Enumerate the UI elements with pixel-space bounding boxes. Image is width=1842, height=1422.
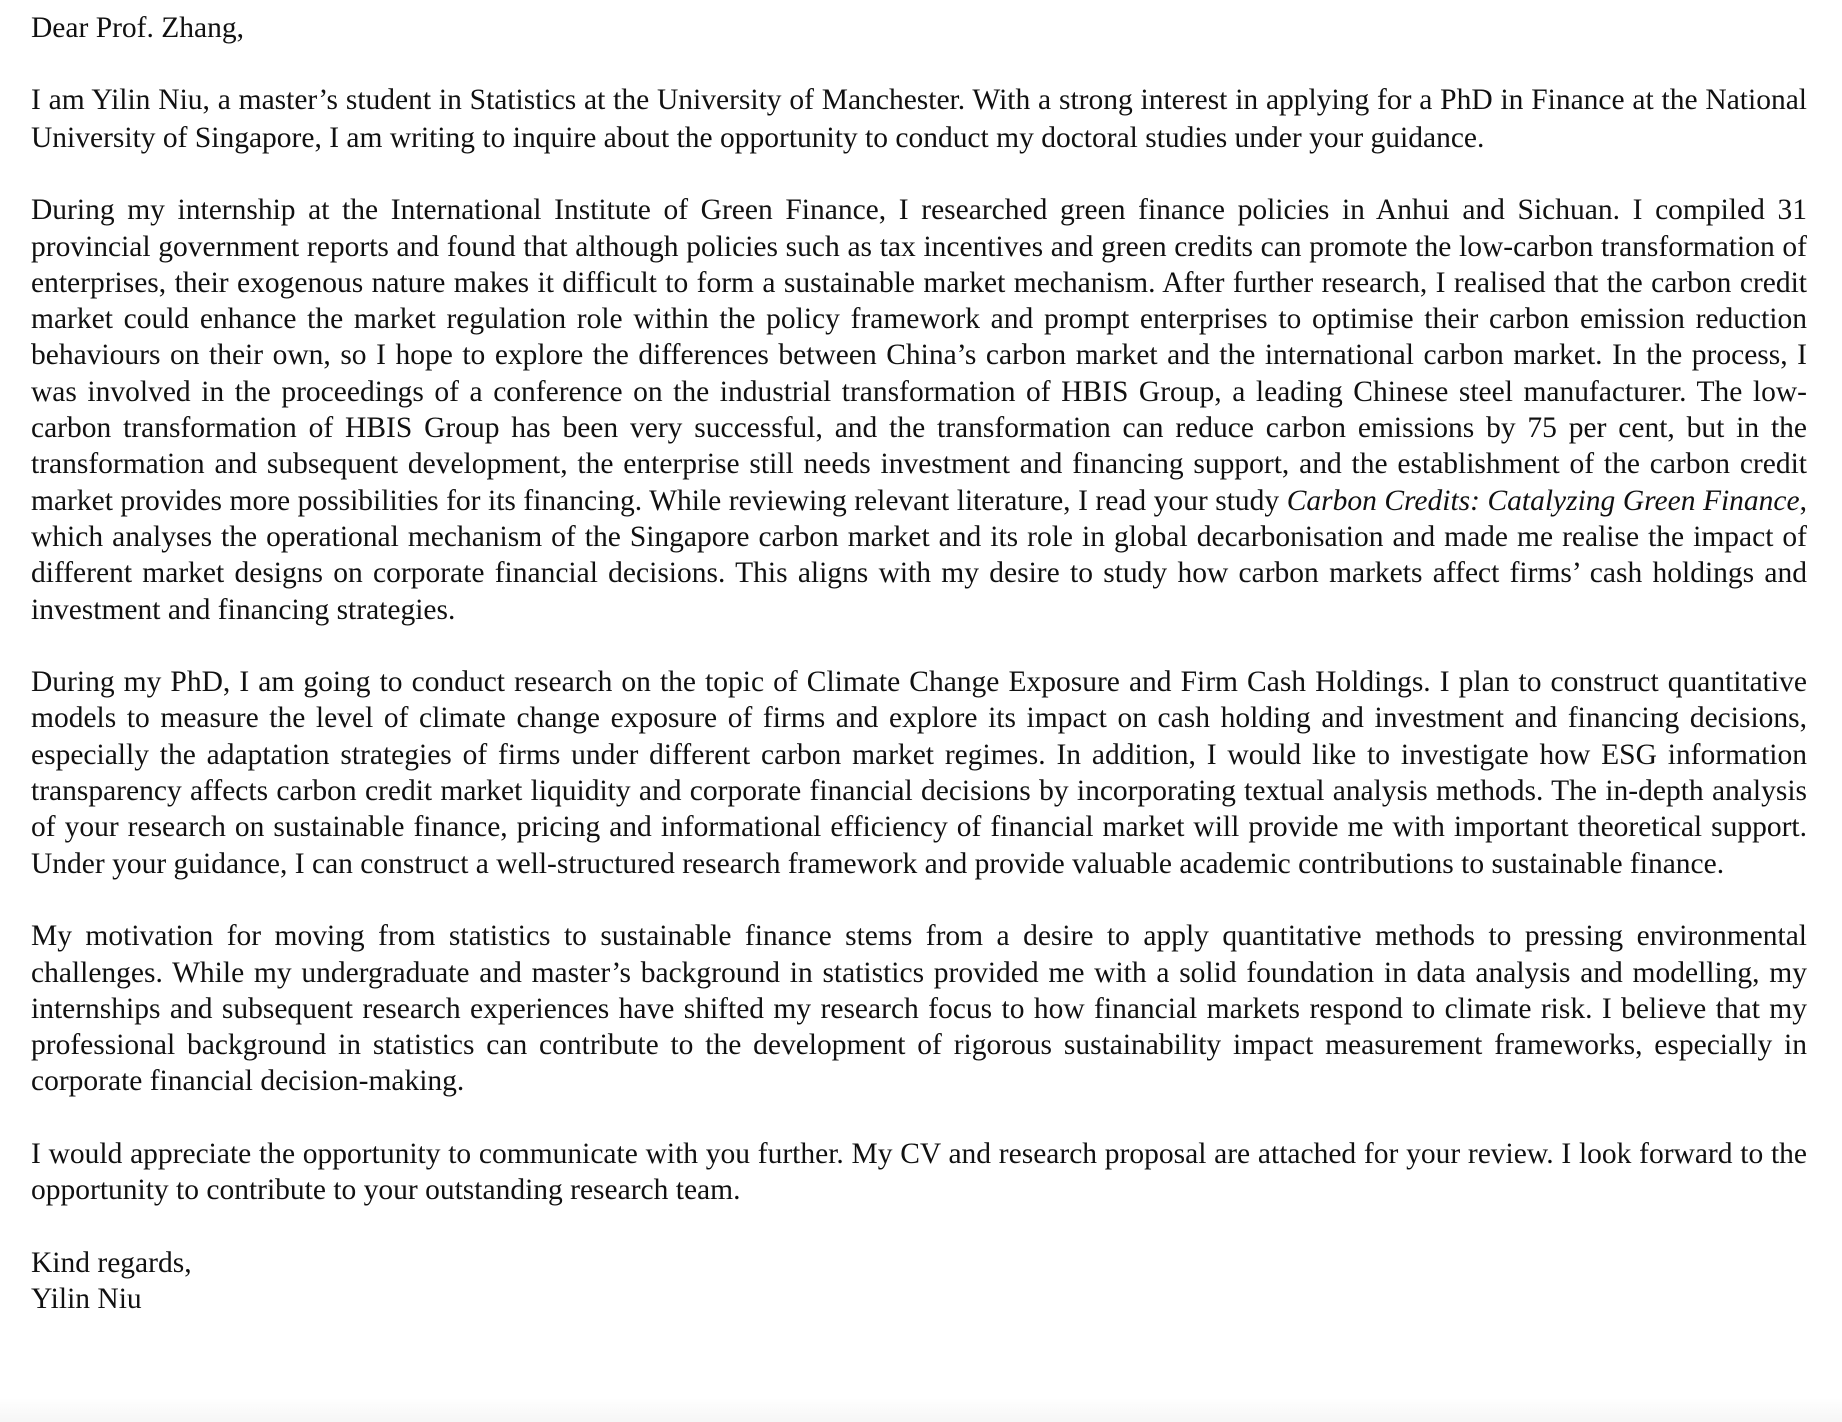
letter-body xyxy=(31,10,1807,1318)
salutation: Dear Prof. Zhang, xyxy=(31,12,244,44)
paragraph-closing-request: I would appreciate the opportunity to communicate with you further. My CV and research proposal are attached for your review. I look forward to the opportunity to contribute to your outstanding research team. xyxy=(31,1138,1807,1207)
signature: Yilin Niu xyxy=(31,1283,142,1316)
paragraph-motivation: My motivation for moving from statistics to sustainable finance stems from a desire to apply quantitative methods to pressing environmental challenges. While my undergraduate and master’s background in statistics provided me with a solid foundation in data analysis and modelling, my internships and subsequent research experiences have shifted my research focus to how financial markets respond to climate risk. I believe that my professional background in statistics can contribute to the development of rigorous sustainability impact measurement frameworks, especially in corporate financial decision-making. xyxy=(31,920,1807,1098)
cited-study-title: Carbon Credits: Catalyzing Green Finance xyxy=(1286,484,1800,517)
paragraph-intro: I am Yilin Niu, a master’s student in Statistics at the University of Manchester. With a strong interest in applying for a PhD in Finance at the National University of Singapore, I am writing to inquire about the opportunity to conduct my doctoral studies under your guidance. xyxy=(31,84,1807,154)
experience-text-after: , which analyses the operational mechanism of the Singapore carbon market and its role in global decarbonisation and made me realise the impact of different market designs on corporate financial decisions. This aligns with my desire to study how carbon markets affect firms’ cash holdings and investment and financing strategies. xyxy=(31,484,1807,626)
paragraph-research-plan: During my PhD, I am going to conduct research on the topic of Climate Change Exposure and Firm Cash Holdings. I plan to construct quantitative models to measure the level of climate change exposure of firms and explore its impact on cash holding and investment and financing decisions, especially the adaptation strategies of firms under different carbon market regimes. In addition, I would like to investigate how ESG information transparency affects carbon credit market liquidity and corporate financial decisions by incorporating textual analysis methods. The in-depth analysis of your research on sustainable finance, pricing and informational efficiency of financial market will provide me with important theoretical support. Under your guidance, I can construct a well-structured research framework and provide valuable academic contributions to sustainable finance. xyxy=(31,666,1807,880)
paragraph-experience xyxy=(31,192,1807,628)
closing-phrase: Kind regards, xyxy=(31,1246,192,1279)
experience-text-before: During my internship at the International Institute of Green Finance, I researched green finance policies in Anhui and Sichuan. I compiled 31 provincial government reports and found that although policies such as tax incentives and green credits can promote the low-carbon transformation of enterprises, their exogenous nature makes it difficult to form a sustainable market mechanism. After further research, I realised that the carbon credit market could enhance the market regulation role within the policy framework and prompt enterprises to optimise their carbon emission reduction behaviours on their own, so I hope to explore the differences between China’s carbon market and the international carbon market. In the process, I was involved in the proceedings of a conference on the industrial transformation of HBIS Group, a leading Chinese steel manufacturer. The low-carbon transformation of HBIS Group has been very successful, and the transformation can reduce carbon emissions by 75 per cent, but in the transformation and subsequent development, the enterprise still needs investment and financing support, and the establishment of the carbon credit market provides more possibilities for its financing. While reviewing relevant literature, I read your study xyxy=(31,194,1807,517)
bottom-shade xyxy=(0,1398,1842,1422)
